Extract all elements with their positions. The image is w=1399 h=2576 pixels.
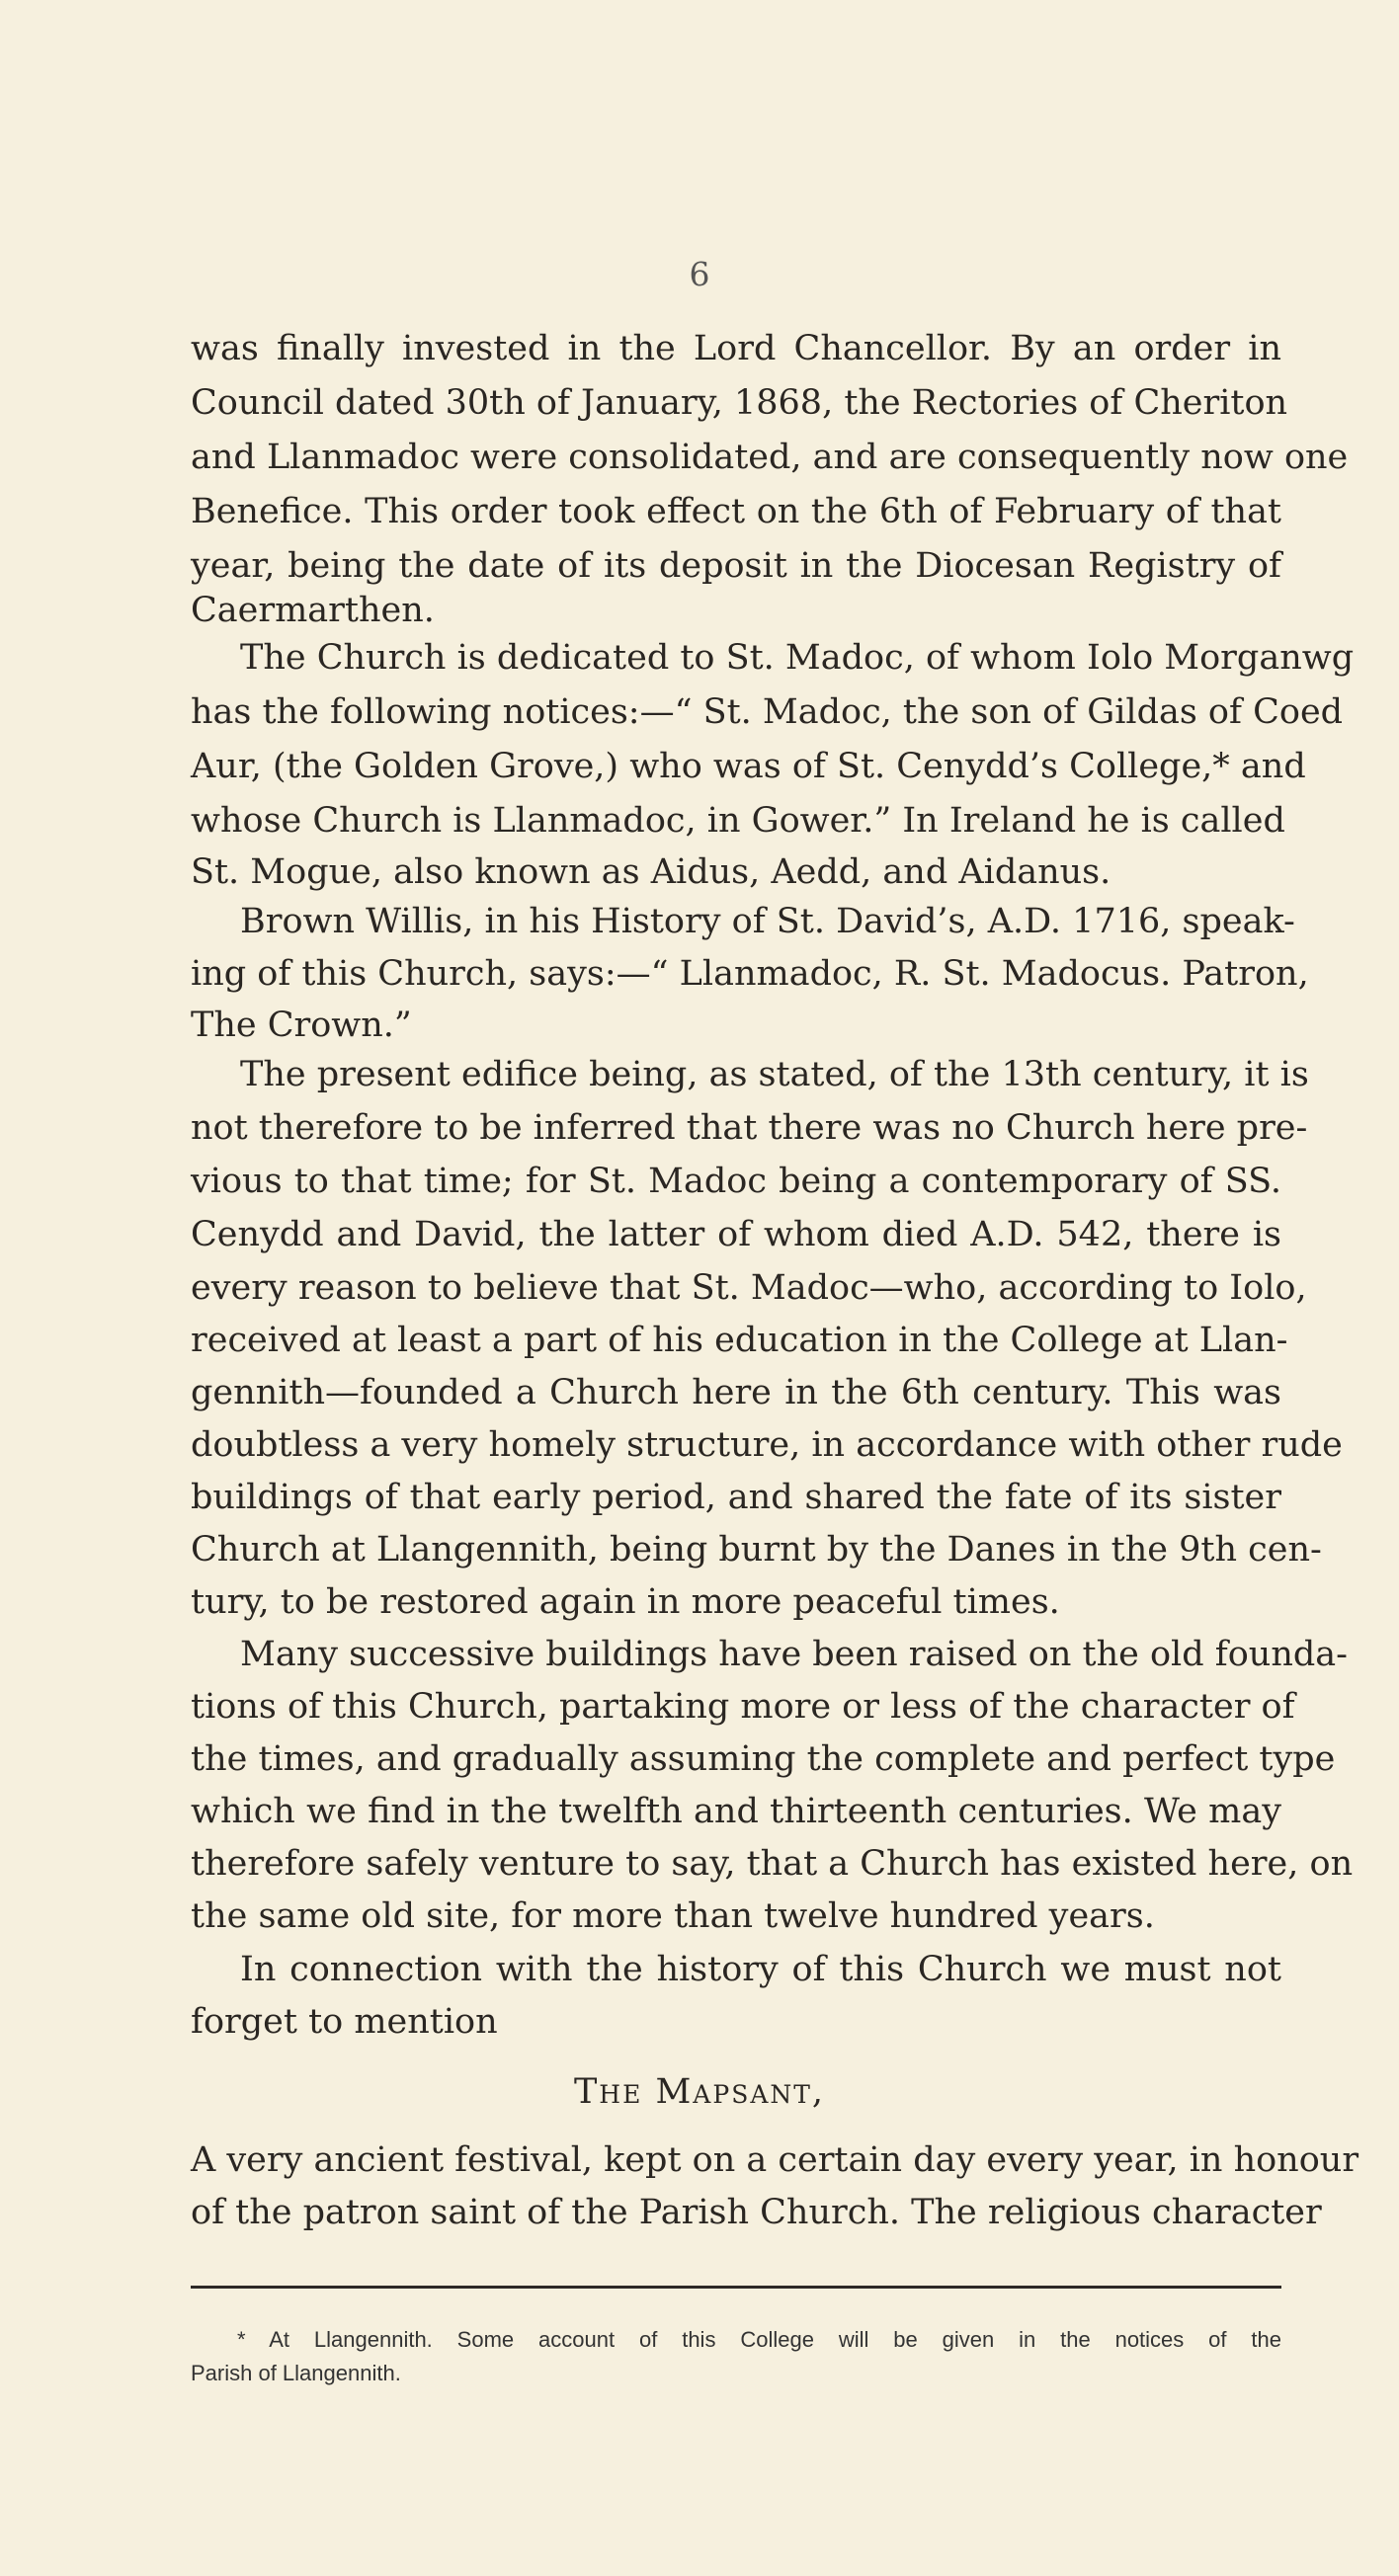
body-line: of the patron saint of the Parish Church. The religious character [191,2193,1322,2232]
body-line: vious to that time; for St. Madoc being a contemporary of SS. [191,1162,1281,1201]
body-line: tury, to be restored again in more peaceful times. [191,1582,1060,1622]
footnote-divider [191,2286,1281,2289]
body-line: forget to mention [191,2002,498,2042]
body-line: therefore safely venture to say, that a Church has existed here, on [191,1844,1354,1884]
body-line: Brown Willis, in his History of St. David’s, A.D. 1716, speak- [240,902,1295,941]
body-line: The present edifice being, as stated, of the 13th century, it is [240,1055,1309,1094]
page-number: 6 [689,255,710,293]
body-line: ing of this Church, says:—“ Llanmadoc, R. St. Madocus. Patron, [191,954,1309,994]
footnote-line: * At Llangennith. Some account of this College will be given in the notices of the [237,2327,1281,2352]
body-line: the same old site, for more than twelve hundred years. [191,1896,1155,1936]
body-line: Council dated 30th of January, 1868, the Rectories of Cheriton [191,383,1288,423]
body-line: Benefice. This order took effect on the 6th of February of that [191,492,1281,531]
body-line: Cenydd and David, the latter of whom died A.D. 542, there is [191,1215,1281,1254]
body-line: Caermarthen. [191,591,435,630]
section-heading: The Mapsant, [573,2072,826,2112]
body-line: every reason to believe that St. Madoc—who, according to Iolo, [191,1268,1307,1308]
body-line: has the following notices:—“ St. Madoc, the son of Gildas of Coed [191,692,1344,732]
body-line: the times, and gradually assuming the complete and perfect type [191,1739,1336,1779]
body-line: year, being the date of its deposit in the Diocesan Registry of [191,546,1281,586]
body-line: The Church is dedicated to St. Madoc, of whom Iolo Morganwg [240,638,1355,678]
body-line: Many successive buildings have been raised on the old founda- [240,1635,1348,1674]
body-line: was finally invested in the Lord Chancellor. By an order in [191,329,1281,368]
body-line: St. Mogue, also known as Aidus, Aedd, and Aidanus. [191,852,1111,892]
body-line: which we find in the twelfth and thirteenth centuries. We may [191,1792,1281,1831]
body-line: whose Church is Llanmadoc, in Gower.” In Ireland he is called [191,801,1285,841]
body-line: The Crown.” [191,1006,412,1045]
body-line: doubtless a very homely structure, in accordance with other rude [191,1425,1343,1465]
body-line: not therefore to be inferred that there was no Church here pre- [191,1108,1308,1148]
body-line: received at least a part of his education in the College at Llan- [191,1321,1288,1360]
body-line: Church at Llangennith, being burnt by the Danes in the 9th cen- [191,1530,1322,1570]
body-line: In connection with the history of this Church we must not [240,1950,1281,1989]
body-line: tions of this Church, partaking more or less of the character of [191,1687,1295,1727]
footnote-line: Parish of Llangennith. [191,2361,401,2385]
body-line: gennith—founded a Church here in the 6th century. This was [191,1373,1281,1412]
body-line: buildings of that early period, and shared the fate of its sister [191,1478,1281,1517]
body-line: Aur, (the Golden Grove,) who was of St. Cenydd’s College,* and [191,747,1306,786]
body-line: A very ancient festival, kept on a certain day every year, in honour [191,2140,1359,2180]
body-line: and Llanmadoc were consolidated, and are consequently now one [191,438,1349,477]
